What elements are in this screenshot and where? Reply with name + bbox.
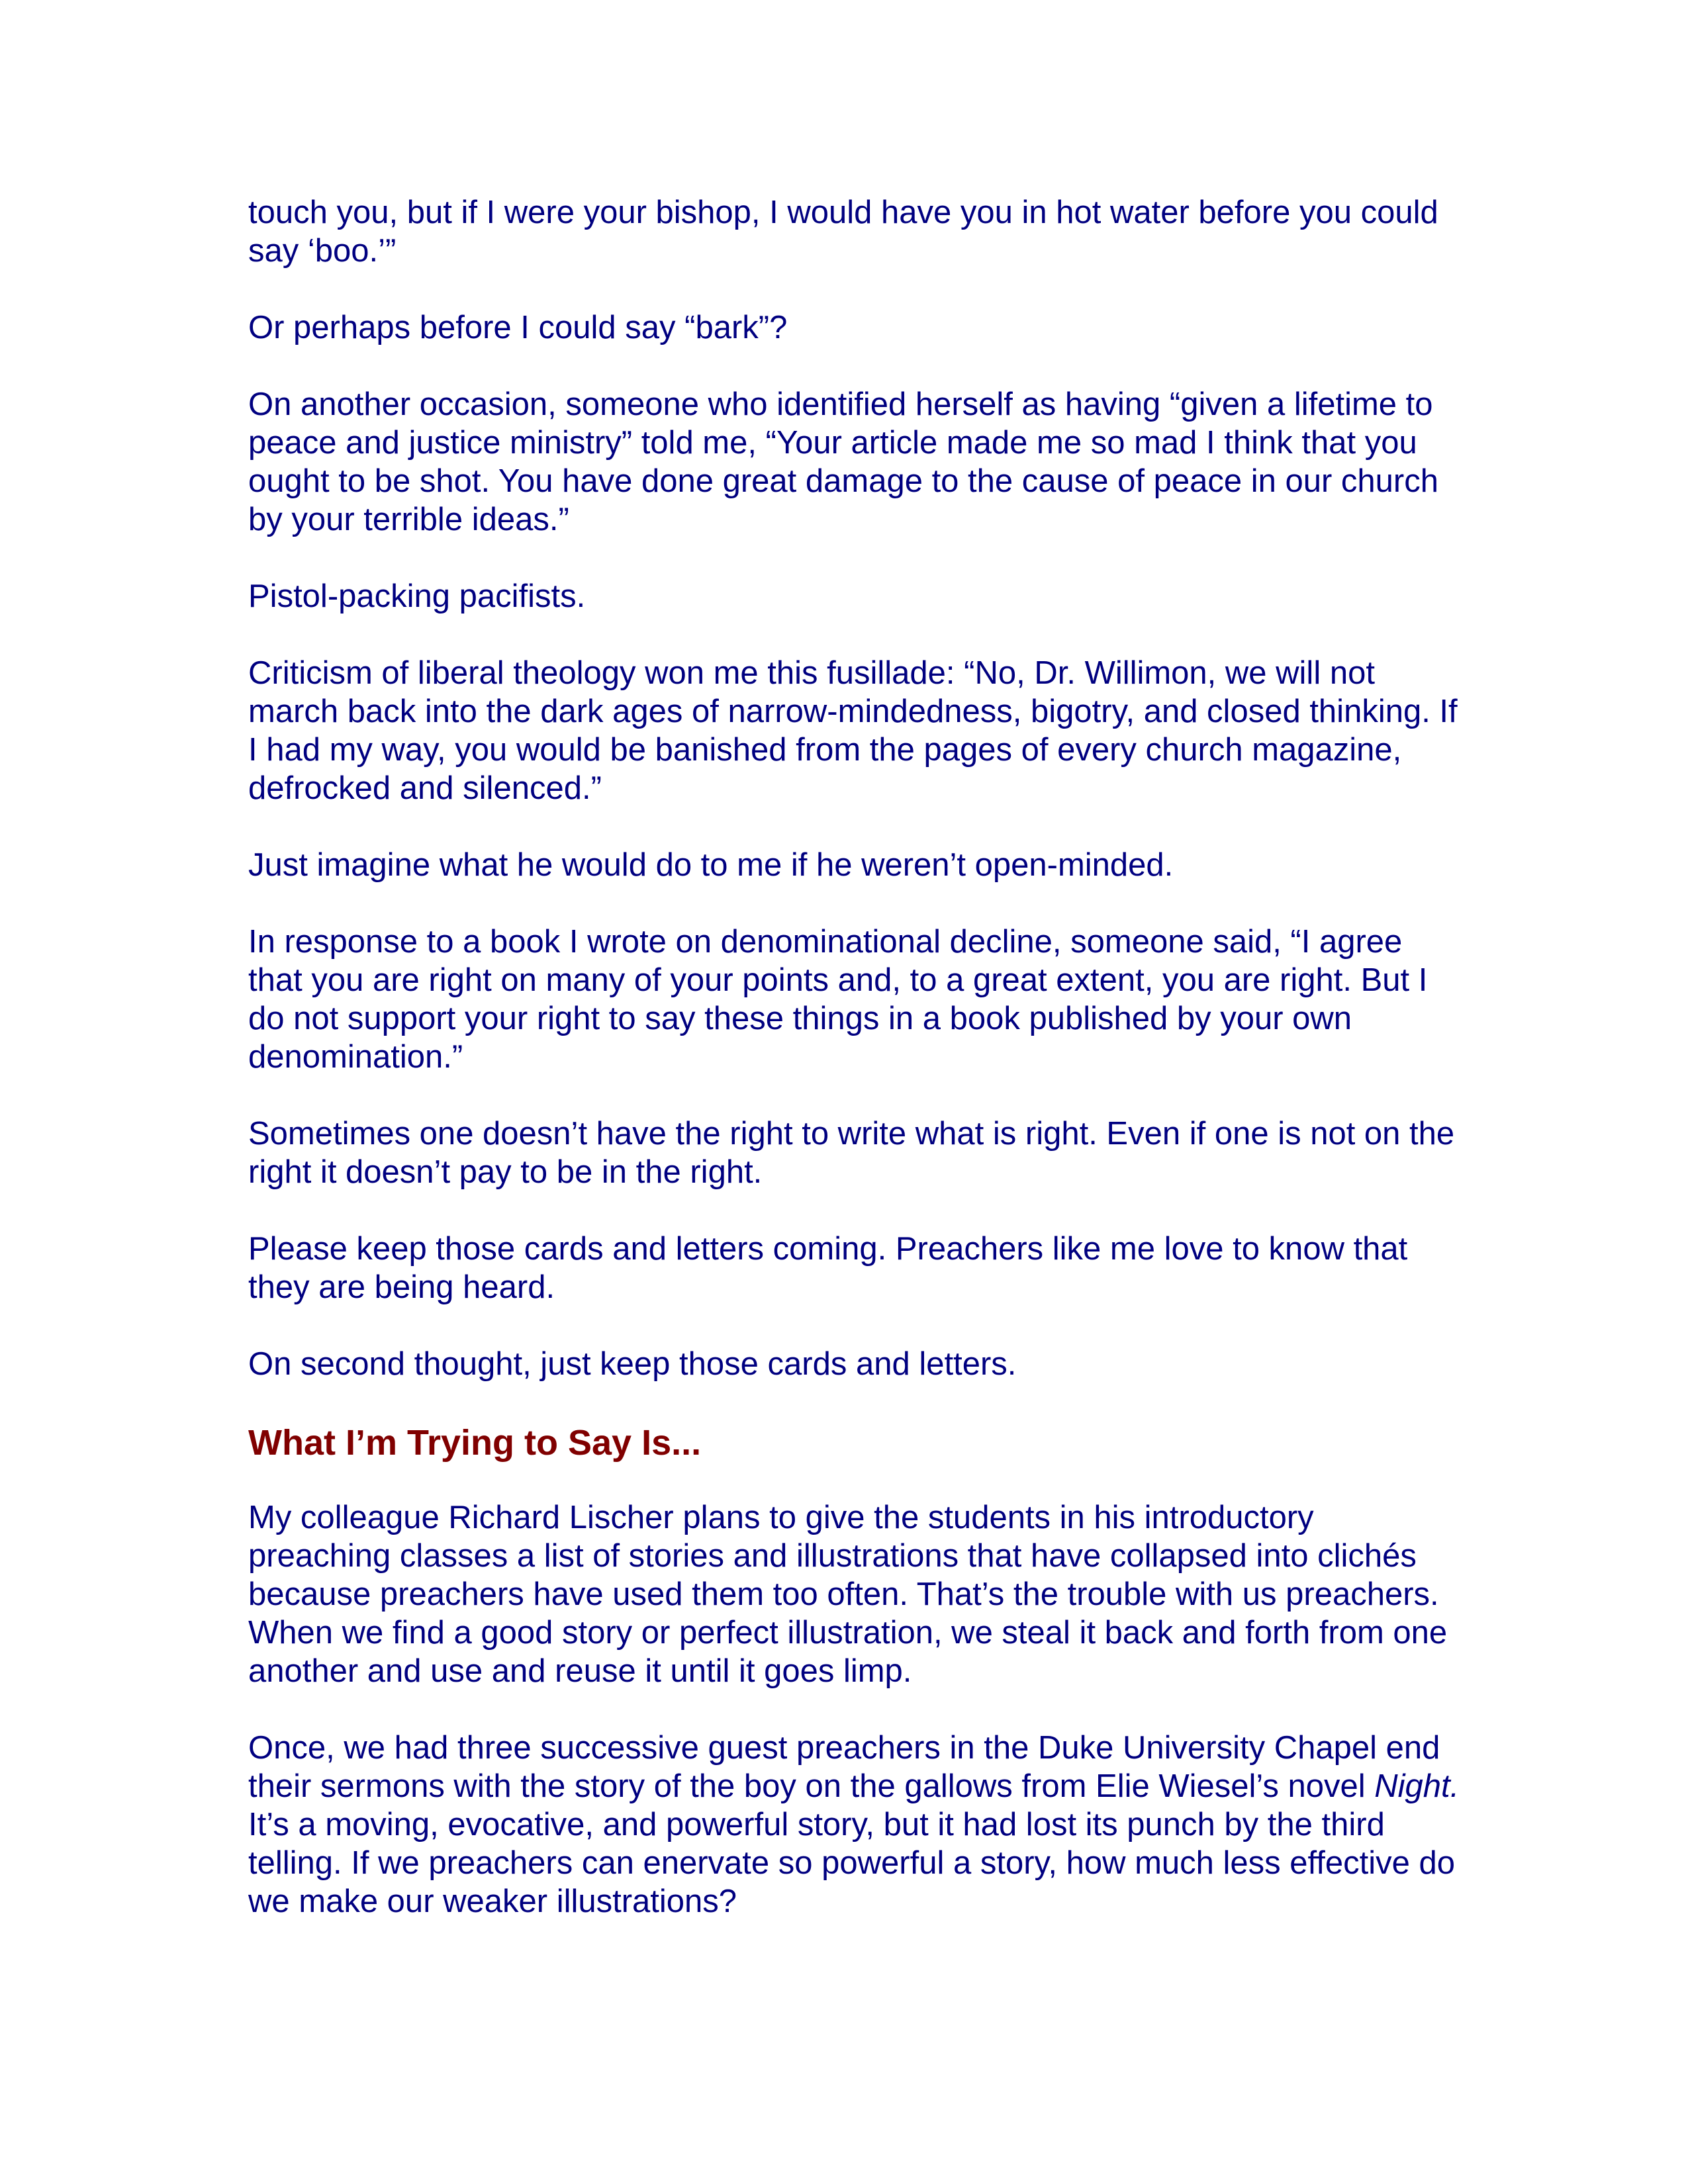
paragraph-12-text-end: It’s a moving, evocative, and powerful story, but it had lost its punch by the third telling. If we preachers can enervate so powerful a story, how much less effective do we make our weaker illustrations? [248, 1807, 1456, 1919]
section-heading: What I’m Trying to Say Is... [248, 1423, 702, 1463]
paragraph-9: Please keep those cards and letters coming. Preachers like me love to know that they are being heard. [248, 1231, 1408, 1305]
paragraph-3: On another occasion, someone who identified herself as having “given a lifetime to peace and justice ministry” told me, “Your article made me so mad I think that you ought to be shot. You have done great damage to the cause of peace in our church by your terrible ideas.” [248, 387, 1438, 537]
paragraph-5: Criticism of liberal theology won me this fusillade: “No, Dr. Willimon, we will not march back into the dark ages of narrow-mindedness, bigotry, and closed thinking. If I had my way, you would be banished from the pages of every church magazine, defrocked and silenced.” [248, 655, 1458, 806]
book-title-italic: Night. [1374, 1768, 1460, 1804]
document-page [248, 193, 1460, 1959]
paragraph-8: Sometimes one doesn’t have the right to write what is right. Even if one is not on the right it doesn’t pay to be in the right. [248, 1116, 1455, 1190]
paragraph-4: Pistol-packing pacifists. [248, 578, 586, 614]
paragraph-11: My colleague Richard Lischer plans to give the students in his introductory preaching classes a list of stories and illustrations that have collapsed into clichés because preachers have used them too often. That’s the trouble with us preachers. When we find a good story or perfect illustration, we steal it back and forth from one another and use and reuse it until it goes limp. [248, 1500, 1448, 1689]
paragraph-6: Just imagine what he would do to me if he weren’t open-minded. [248, 847, 1174, 883]
paragraph-12 [248, 1729, 1460, 1921]
paragraph-10: On second thought, just keep those cards and letters. [248, 1346, 1017, 1382]
paragraph-1: touch you, but if I were your bishop, I would have you in hot water before you could say ‘boo.’” [248, 195, 1438, 269]
paragraph-7: In response to a book I wrote on denominational decline, someone said, “I agree that you are right on many of your points and, to a great extent, you are right. But I do not support your right to say these things in a book published by your own denomination.” [248, 924, 1428, 1075]
paragraph-12-text-start: Once, we had three successive guest preachers in the Duke University Chapel end their sermons with the story of the boy on the gallows from Elie Wiesel’s novel [248, 1730, 1440, 1804]
paragraph-2: Or perhaps before I could say “bark”? [248, 310, 788, 345]
